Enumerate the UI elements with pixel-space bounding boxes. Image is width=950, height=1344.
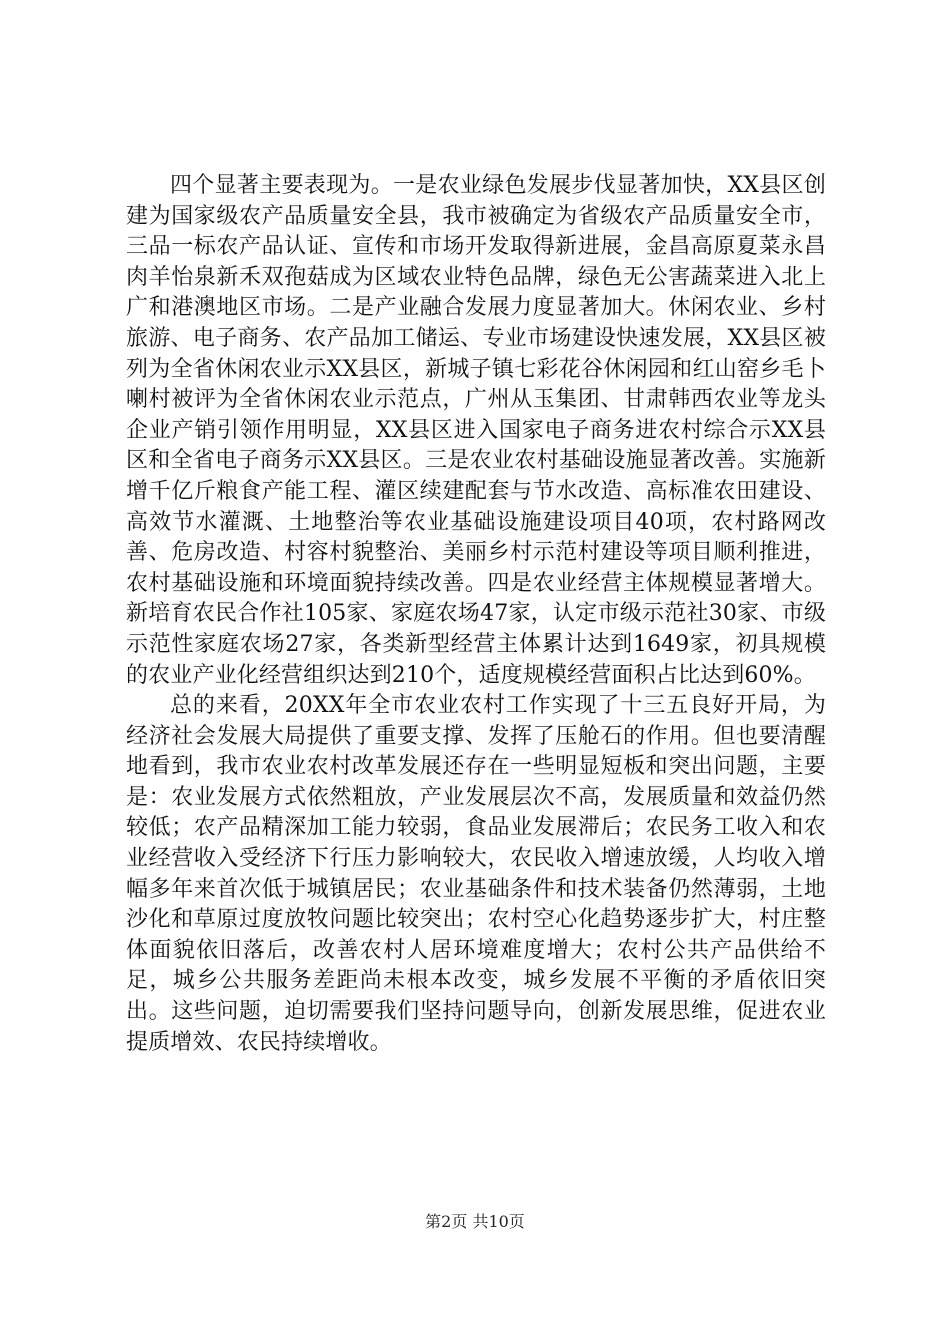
paragraph-summary-problems: 总的来看，20XX年全市农业农村工作实现了十三五良好开局，为经济社会发展大局提供了重要支撑、发挥了压舱石的作用。但也要清醒地看到，我市农业农村改革发展还存在一些明显短板和突出问题，主要是：农业发展方式依然粗放，产业发展层次不高，发展质量和效益仍然较低；农产品精深加工能力较弱，食品业发展滞后；农民务工收入和农业经营收入受经济下行压力影响较大，农民收入增速放缓，人均收入增幅多年来首次低于城镇居民；农业基础条件和技术装备仍然薄弱，土地沙化和草原过度放牧问题比较突出；农村空心化趋势逐步扩大，村庄整体面貌依旧落后，改善农村人居环境难度增大；农村公共产品供给不足，城乡公共服务差距尚未根本改变，城乡发展不平衡的矛盾依旧突出。这些问题，迫切需要我们坚持问题导向，创新发展思维，促进农业提质增效、农民持续增收。 (126, 693, 826, 1055)
page-number-footer: 第2页 共10页 (425, 1212, 525, 1231)
document-body (126, 171, 826, 1058)
paragraph-agriculture-highlights: 四个显著主要表现为。一是农业绿色发展步伐显著加快，XX县区创建为国家级农产品质量安全县，我市被确定为省级农产品质量安全市，三品一标农产品认证、宣传和市场开发取得新进展，金昌高原夏菜永昌肉羊怡泉新禾双孢菇成为区域农业特色品牌，绿色无公害蔬菜进入北上广和港澳地区市场。二是产业融合发展力度显著加大。休闲农业、乡村旅游、电子商务、农产品加工储运、专业市场建设快速发展，XX县区被列为全省休闲农业示XX县区，新城子镇七彩花谷休闲园和红山窑乡毛卜喇村被评为全省休闲农业示范点，广州从玉集团、甘肃韩西农业等龙头企业产销引领作用明显，XX县区进入国家电子商务进农村综合示XX县区和全省电子商务示XX县区。三是农业农村基础设施显著改善。实施新增千亿斤粮食产能工程、灌区续建配套与节水改造、高标准农田建设、高效节水灌溉、土地整治等农业基础设施建设项目40项，农村路网改善、危房改造、村容村貌整治、美丽乡村示范村建设等项目顺利推进，农村基础设施和环境面貌持续改善。四是农业经营主体规模显著增大。新培育农民合作社105家、家庭农场47家，认定市级示范社30家、市级示范性家庭农场27家，各类新型经营主体累计达到1649家，初具规模的农业产业化经营组织达到210个，适度规模经营面积占比达到60%。 (126, 173, 826, 688)
